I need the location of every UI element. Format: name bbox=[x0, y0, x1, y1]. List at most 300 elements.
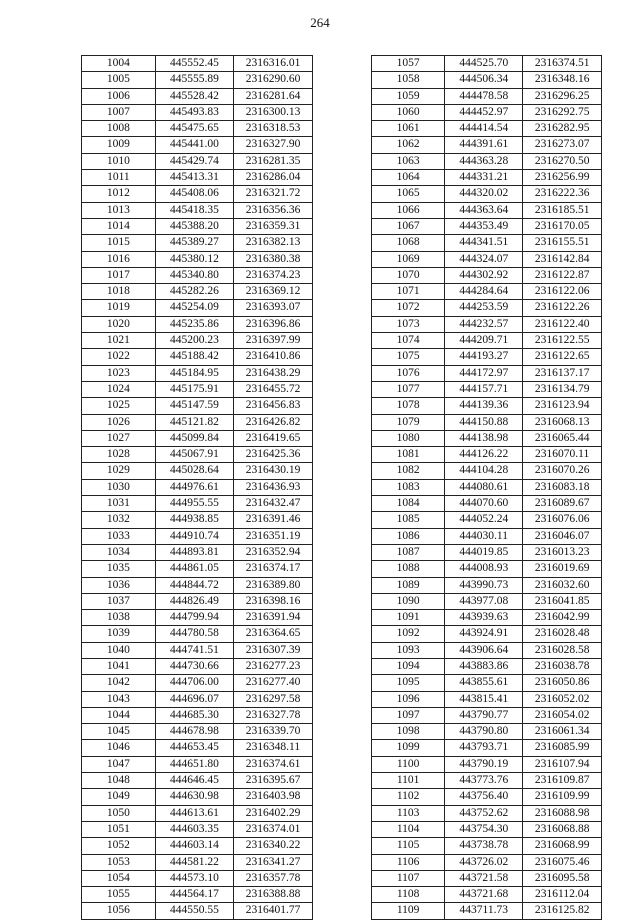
y-coordinate-cell: 2316273.07 bbox=[523, 137, 602, 153]
table-row bbox=[372, 121, 602, 137]
point-number-cell: 1088 bbox=[372, 561, 445, 577]
y-coordinate-cell: 2316122.65 bbox=[523, 349, 602, 365]
table-row bbox=[82, 854, 313, 870]
point-number-cell: 1051 bbox=[82, 821, 156, 837]
point-number-cell: 1099 bbox=[372, 740, 445, 756]
point-number-cell: 1072 bbox=[372, 300, 445, 316]
point-number-cell: 1094 bbox=[372, 658, 445, 674]
y-coordinate-cell: 2316089.67 bbox=[523, 496, 602, 512]
table-row bbox=[82, 870, 313, 886]
table-row bbox=[372, 430, 602, 446]
x-coordinate-cell: 443790.19 bbox=[445, 756, 523, 772]
table-row bbox=[372, 186, 602, 202]
table-row bbox=[372, 805, 602, 821]
x-coordinate-cell: 444550.55 bbox=[155, 903, 233, 919]
y-coordinate-cell: 2316061.34 bbox=[523, 724, 602, 740]
y-coordinate-cell: 2316341.27 bbox=[234, 854, 313, 870]
x-coordinate-cell: 445254.09 bbox=[155, 300, 233, 316]
table-row bbox=[372, 104, 602, 120]
x-coordinate-cell: 443883.86 bbox=[445, 658, 523, 674]
x-coordinate-cell: 444613.61 bbox=[155, 805, 233, 821]
x-coordinate-cell: 444653.45 bbox=[155, 740, 233, 756]
point-number-cell: 1057 bbox=[372, 56, 445, 72]
point-number-cell: 1097 bbox=[372, 707, 445, 723]
x-coordinate-cell: 444955.55 bbox=[155, 496, 233, 512]
x-coordinate-cell: 445388.20 bbox=[155, 218, 233, 234]
table-row bbox=[372, 365, 602, 381]
y-coordinate-cell: 2316112.04 bbox=[523, 887, 602, 903]
table-row bbox=[372, 658, 602, 674]
x-coordinate-cell: 444730.66 bbox=[155, 658, 233, 674]
point-number-cell: 1058 bbox=[372, 72, 445, 88]
point-number-cell: 1109 bbox=[372, 903, 445, 919]
table-row bbox=[372, 316, 602, 332]
point-number-cell: 1061 bbox=[372, 121, 445, 137]
point-number-cell: 1103 bbox=[372, 805, 445, 821]
table-row bbox=[372, 463, 602, 479]
table-row bbox=[82, 887, 313, 903]
point-number-cell: 1059 bbox=[372, 88, 445, 104]
point-number-cell: 1062 bbox=[372, 137, 445, 153]
point-number-cell: 1049 bbox=[82, 789, 156, 805]
y-coordinate-cell: 2316374.01 bbox=[234, 821, 313, 837]
table-row bbox=[372, 349, 602, 365]
x-coordinate-cell: 445200.23 bbox=[155, 333, 233, 349]
x-coordinate-cell: 444080.61 bbox=[445, 479, 523, 495]
y-coordinate-cell: 2316380.38 bbox=[234, 251, 313, 267]
x-coordinate-cell: 444478.58 bbox=[445, 88, 523, 104]
x-coordinate-cell: 445418.35 bbox=[155, 202, 233, 218]
point-number-cell: 1012 bbox=[82, 186, 156, 202]
point-number-cell: 1063 bbox=[372, 153, 445, 169]
y-coordinate-cell: 2316318.53 bbox=[234, 121, 313, 137]
y-coordinate-cell: 2316403.98 bbox=[234, 789, 313, 805]
x-coordinate-cell: 444030.11 bbox=[445, 528, 523, 544]
point-number-cell: 1105 bbox=[372, 838, 445, 854]
y-coordinate-cell: 2316321.72 bbox=[234, 186, 313, 202]
table-row bbox=[82, 284, 313, 300]
x-coordinate-cell: 444603.35 bbox=[155, 821, 233, 837]
table-row bbox=[82, 577, 313, 593]
table-row bbox=[82, 170, 313, 186]
point-number-cell: 1019 bbox=[82, 300, 156, 316]
y-coordinate-cell: 2316134.79 bbox=[523, 381, 602, 397]
point-number-cell: 1046 bbox=[82, 740, 156, 756]
y-coordinate-cell: 2316410.86 bbox=[234, 349, 313, 365]
point-number-cell: 1102 bbox=[372, 789, 445, 805]
x-coordinate-cell: 445408.06 bbox=[155, 186, 233, 202]
point-number-cell: 1083 bbox=[372, 479, 445, 495]
x-coordinate-cell: 444126.22 bbox=[445, 447, 523, 463]
table-row bbox=[372, 887, 602, 903]
x-coordinate-cell: 445389.27 bbox=[155, 235, 233, 251]
x-coordinate-cell: 445121.82 bbox=[155, 414, 233, 430]
point-number-cell: 1086 bbox=[372, 528, 445, 544]
x-coordinate-cell: 444138.98 bbox=[445, 430, 523, 446]
y-coordinate-cell: 2316286.04 bbox=[234, 170, 313, 186]
table-row bbox=[82, 724, 313, 740]
x-coordinate-cell: 443726.02 bbox=[445, 854, 523, 870]
point-number-cell: 1068 bbox=[372, 235, 445, 251]
x-coordinate-cell: 443752.62 bbox=[445, 805, 523, 821]
table-row bbox=[372, 496, 602, 512]
x-coordinate-cell: 444363.64 bbox=[445, 202, 523, 218]
x-coordinate-cell: 445429.74 bbox=[155, 153, 233, 169]
point-number-cell: 1052 bbox=[82, 838, 156, 854]
y-coordinate-cell: 2316359.31 bbox=[234, 218, 313, 234]
x-coordinate-cell: 443773.76 bbox=[445, 773, 523, 789]
point-number-cell: 1039 bbox=[82, 626, 156, 642]
table-row bbox=[372, 218, 602, 234]
x-coordinate-cell: 443793.71 bbox=[445, 740, 523, 756]
x-coordinate-cell: 444938.85 bbox=[155, 512, 233, 528]
table-row bbox=[82, 88, 313, 104]
point-number-cell: 1029 bbox=[82, 463, 156, 479]
table-row bbox=[82, 267, 313, 283]
y-coordinate-cell: 2316352.94 bbox=[234, 544, 313, 560]
point-number-cell: 1081 bbox=[372, 447, 445, 463]
x-coordinate-cell: 444331.21 bbox=[445, 170, 523, 186]
y-coordinate-cell: 2316397.99 bbox=[234, 333, 313, 349]
point-number-cell: 1092 bbox=[372, 626, 445, 642]
point-number-cell: 1021 bbox=[82, 333, 156, 349]
table-row bbox=[82, 610, 313, 626]
x-coordinate-cell: 444302.92 bbox=[445, 267, 523, 283]
y-coordinate-cell: 2316050.86 bbox=[523, 675, 602, 691]
point-number-cell: 1080 bbox=[372, 430, 445, 446]
y-coordinate-cell: 2316052.02 bbox=[523, 691, 602, 707]
table-row bbox=[82, 381, 313, 397]
x-coordinate-cell: 444678.98 bbox=[155, 724, 233, 740]
point-number-cell: 1078 bbox=[372, 398, 445, 414]
x-coordinate-cell: 443754.30 bbox=[445, 821, 523, 837]
y-coordinate-cell: 2316185.51 bbox=[523, 202, 602, 218]
point-number-cell: 1040 bbox=[82, 642, 156, 658]
x-coordinate-cell: 445340.80 bbox=[155, 267, 233, 283]
table-row bbox=[82, 805, 313, 821]
point-number-cell: 1071 bbox=[372, 284, 445, 300]
y-coordinate-cell: 2316054.02 bbox=[523, 707, 602, 723]
y-coordinate-cell: 2316290.60 bbox=[234, 72, 313, 88]
y-coordinate-cell: 2316348.11 bbox=[234, 740, 313, 756]
x-coordinate-cell: 444452.97 bbox=[445, 104, 523, 120]
y-coordinate-cell: 2316028.58 bbox=[523, 642, 602, 658]
table-row bbox=[372, 854, 602, 870]
table-row bbox=[372, 72, 602, 88]
table-row bbox=[372, 789, 602, 805]
table-row bbox=[82, 903, 313, 919]
table-row bbox=[372, 707, 602, 723]
point-number-cell: 1035 bbox=[82, 561, 156, 577]
y-coordinate-cell: 2316028.48 bbox=[523, 626, 602, 642]
table-row bbox=[82, 642, 313, 658]
table-row bbox=[82, 691, 313, 707]
x-coordinate-cell: 444706.00 bbox=[155, 675, 233, 691]
y-coordinate-cell: 2316032.60 bbox=[523, 577, 602, 593]
y-coordinate-cell: 2316095.58 bbox=[523, 870, 602, 886]
y-coordinate-cell: 2316070.11 bbox=[523, 447, 602, 463]
table-row bbox=[82, 398, 313, 414]
y-coordinate-cell: 2316109.99 bbox=[523, 789, 602, 805]
table-row bbox=[372, 56, 602, 72]
point-number-cell: 1091 bbox=[372, 610, 445, 626]
point-number-cell: 1025 bbox=[82, 398, 156, 414]
point-number-cell: 1017 bbox=[82, 267, 156, 283]
table-row bbox=[372, 740, 602, 756]
x-coordinate-cell: 443815.41 bbox=[445, 691, 523, 707]
x-coordinate-cell: 445028.64 bbox=[155, 463, 233, 479]
x-coordinate-cell: 445493.83 bbox=[155, 104, 233, 120]
table-row bbox=[82, 447, 313, 463]
table-row bbox=[82, 561, 313, 577]
y-coordinate-cell: 2316432.47 bbox=[234, 496, 313, 512]
x-coordinate-cell: 444324.07 bbox=[445, 251, 523, 267]
point-number-cell: 1010 bbox=[82, 153, 156, 169]
table-row bbox=[82, 72, 313, 88]
x-coordinate-cell: 444353.49 bbox=[445, 218, 523, 234]
point-number-cell: 1031 bbox=[82, 496, 156, 512]
table-row bbox=[372, 202, 602, 218]
table-row bbox=[82, 740, 313, 756]
x-coordinate-cell: 445380.12 bbox=[155, 251, 233, 267]
y-coordinate-cell: 2316123.94 bbox=[523, 398, 602, 414]
y-coordinate-cell: 2316455.72 bbox=[234, 381, 313, 397]
table-row bbox=[82, 218, 313, 234]
point-number-cell: 1060 bbox=[372, 104, 445, 120]
x-coordinate-cell: 444646.45 bbox=[155, 773, 233, 789]
y-coordinate-cell: 2316281.35 bbox=[234, 153, 313, 169]
point-number-cell: 1033 bbox=[82, 528, 156, 544]
table-row bbox=[82, 349, 313, 365]
point-number-cell: 1050 bbox=[82, 805, 156, 821]
point-number-cell: 1007 bbox=[82, 104, 156, 120]
y-coordinate-cell: 2316357.78 bbox=[234, 870, 313, 886]
y-coordinate-cell: 2316222.36 bbox=[523, 186, 602, 202]
y-coordinate-cell: 2316075.46 bbox=[523, 854, 602, 870]
y-coordinate-cell: 2316297.58 bbox=[234, 691, 313, 707]
table-row bbox=[372, 88, 602, 104]
table-row bbox=[372, 544, 602, 560]
table-row bbox=[82, 300, 313, 316]
y-coordinate-cell: 2316068.13 bbox=[523, 414, 602, 430]
x-coordinate-cell: 444104.28 bbox=[445, 463, 523, 479]
x-coordinate-cell: 444603.14 bbox=[155, 838, 233, 854]
y-coordinate-cell: 2316170.05 bbox=[523, 218, 602, 234]
y-coordinate-cell: 2316155.51 bbox=[523, 235, 602, 251]
x-coordinate-cell: 443939.63 bbox=[445, 610, 523, 626]
y-coordinate-cell: 2316327.78 bbox=[234, 707, 313, 723]
point-number-cell: 1037 bbox=[82, 593, 156, 609]
y-coordinate-cell: 2316122.26 bbox=[523, 300, 602, 316]
point-number-cell: 1011 bbox=[82, 170, 156, 186]
y-coordinate-cell: 2316041.85 bbox=[523, 593, 602, 609]
x-coordinate-cell: 444284.64 bbox=[445, 284, 523, 300]
y-coordinate-cell: 2316388.88 bbox=[234, 887, 313, 903]
point-number-cell: 1074 bbox=[372, 333, 445, 349]
point-number-cell: 1006 bbox=[82, 88, 156, 104]
y-coordinate-cell: 2316374.51 bbox=[523, 56, 602, 72]
table-row bbox=[372, 284, 602, 300]
table-row bbox=[82, 512, 313, 528]
table-row bbox=[82, 626, 313, 642]
table-row bbox=[82, 430, 313, 446]
point-number-cell: 1027 bbox=[82, 430, 156, 446]
y-coordinate-cell: 2316382.13 bbox=[234, 235, 313, 251]
x-coordinate-cell: 444150.88 bbox=[445, 414, 523, 430]
y-coordinate-cell: 2316109.87 bbox=[523, 773, 602, 789]
point-number-cell: 1098 bbox=[372, 724, 445, 740]
y-coordinate-cell: 2316256.99 bbox=[523, 170, 602, 186]
table-row bbox=[372, 838, 602, 854]
x-coordinate-cell: 443721.58 bbox=[445, 870, 523, 886]
y-coordinate-cell: 2316374.23 bbox=[234, 267, 313, 283]
point-number-cell: 1075 bbox=[372, 349, 445, 365]
x-coordinate-cell: 445067.91 bbox=[155, 447, 233, 463]
y-coordinate-cell: 2316351.19 bbox=[234, 528, 313, 544]
table-row bbox=[82, 544, 313, 560]
point-number-cell: 1043 bbox=[82, 691, 156, 707]
point-number-cell: 1004 bbox=[82, 56, 156, 72]
x-coordinate-cell: 443977.08 bbox=[445, 593, 523, 609]
point-number-cell: 1008 bbox=[82, 121, 156, 137]
x-coordinate-cell: 444341.51 bbox=[445, 235, 523, 251]
point-number-cell: 1044 bbox=[82, 707, 156, 723]
y-coordinate-cell: 2316419.65 bbox=[234, 430, 313, 446]
table-row bbox=[82, 316, 313, 332]
point-number-cell: 1053 bbox=[82, 854, 156, 870]
point-number-cell: 1087 bbox=[372, 544, 445, 560]
x-coordinate-cell: 444391.61 bbox=[445, 137, 523, 153]
y-coordinate-cell: 2316402.29 bbox=[234, 805, 313, 821]
table-row bbox=[82, 333, 313, 349]
y-coordinate-cell: 2316456.83 bbox=[234, 398, 313, 414]
table-row bbox=[82, 675, 313, 691]
table-row bbox=[82, 707, 313, 723]
x-coordinate-cell: 444363.28 bbox=[445, 153, 523, 169]
point-number-cell: 1041 bbox=[82, 658, 156, 674]
point-number-cell: 1028 bbox=[82, 447, 156, 463]
x-coordinate-cell: 443721.68 bbox=[445, 887, 523, 903]
point-number-cell: 1023 bbox=[82, 365, 156, 381]
y-coordinate-cell: 2316426.82 bbox=[234, 414, 313, 430]
table-row bbox=[82, 756, 313, 772]
y-coordinate-cell: 2316122.06 bbox=[523, 284, 602, 300]
coordinates-table-right bbox=[371, 55, 602, 920]
y-coordinate-cell: 2316125.82 bbox=[523, 903, 602, 919]
y-coordinate-cell: 2316300.13 bbox=[234, 104, 313, 120]
table-row bbox=[372, 724, 602, 740]
table-row bbox=[82, 479, 313, 495]
table-row bbox=[372, 267, 602, 283]
point-number-cell: 1070 bbox=[372, 267, 445, 283]
point-number-cell: 1108 bbox=[372, 887, 445, 903]
point-number-cell: 1069 bbox=[372, 251, 445, 267]
y-coordinate-cell: 2316364.65 bbox=[234, 626, 313, 642]
x-coordinate-cell: 444844.72 bbox=[155, 577, 233, 593]
table-row bbox=[372, 170, 602, 186]
y-coordinate-cell: 2316292.75 bbox=[523, 104, 602, 120]
table-row bbox=[82, 365, 313, 381]
point-number-cell: 1020 bbox=[82, 316, 156, 332]
x-coordinate-cell: 443738.78 bbox=[445, 838, 523, 854]
y-coordinate-cell: 2316307.39 bbox=[234, 642, 313, 658]
point-number-cell: 1055 bbox=[82, 887, 156, 903]
x-coordinate-cell: 443711.73 bbox=[445, 903, 523, 919]
y-coordinate-cell: 2316038.78 bbox=[523, 658, 602, 674]
y-coordinate-cell: 2316436.93 bbox=[234, 479, 313, 495]
x-coordinate-cell: 444910.74 bbox=[155, 528, 233, 544]
y-coordinate-cell: 2316122.87 bbox=[523, 267, 602, 283]
table-row bbox=[372, 447, 602, 463]
y-coordinate-cell: 2316065.44 bbox=[523, 430, 602, 446]
point-number-cell: 1104 bbox=[372, 821, 445, 837]
point-number-cell: 1047 bbox=[82, 756, 156, 772]
y-coordinate-cell: 2316277.23 bbox=[234, 658, 313, 674]
table-row bbox=[372, 773, 602, 789]
point-number-cell: 1076 bbox=[372, 365, 445, 381]
table-row bbox=[82, 463, 313, 479]
point-number-cell: 1042 bbox=[82, 675, 156, 691]
point-number-cell: 1085 bbox=[372, 512, 445, 528]
x-coordinate-cell: 444685.30 bbox=[155, 707, 233, 723]
x-coordinate-cell: 444052.24 bbox=[445, 512, 523, 528]
y-coordinate-cell: 2316395.67 bbox=[234, 773, 313, 789]
y-coordinate-cell: 2316438.29 bbox=[234, 365, 313, 381]
x-coordinate-cell: 445552.45 bbox=[155, 56, 233, 72]
y-coordinate-cell: 2316068.88 bbox=[523, 821, 602, 837]
point-number-cell: 1034 bbox=[82, 544, 156, 560]
point-number-cell: 1106 bbox=[372, 854, 445, 870]
y-coordinate-cell: 2316277.40 bbox=[234, 675, 313, 691]
point-number-cell: 1005 bbox=[82, 72, 156, 88]
x-coordinate-cell: 444209.71 bbox=[445, 333, 523, 349]
table-row bbox=[82, 593, 313, 609]
x-coordinate-cell: 444893.81 bbox=[155, 544, 233, 560]
point-number-cell: 1038 bbox=[82, 610, 156, 626]
x-coordinate-cell: 444019.85 bbox=[445, 544, 523, 560]
point-number-cell: 1101 bbox=[372, 773, 445, 789]
point-number-cell: 1015 bbox=[82, 235, 156, 251]
point-number-cell: 1096 bbox=[372, 691, 445, 707]
x-coordinate-cell: 444564.17 bbox=[155, 887, 233, 903]
y-coordinate-cell: 2316122.40 bbox=[523, 316, 602, 332]
x-coordinate-cell: 443906.64 bbox=[445, 642, 523, 658]
point-number-cell: 1024 bbox=[82, 381, 156, 397]
table-row bbox=[372, 675, 602, 691]
table-row bbox=[372, 137, 602, 153]
x-coordinate-cell: 445147.59 bbox=[155, 398, 233, 414]
table-row bbox=[372, 153, 602, 169]
y-coordinate-cell: 2316013.23 bbox=[523, 544, 602, 560]
y-coordinate-cell: 2316393.07 bbox=[234, 300, 313, 316]
point-number-cell: 1009 bbox=[82, 137, 156, 153]
table-row bbox=[82, 137, 313, 153]
point-number-cell: 1107 bbox=[372, 870, 445, 886]
x-coordinate-cell: 444696.07 bbox=[155, 691, 233, 707]
table-row bbox=[82, 496, 313, 512]
y-coordinate-cell: 2316142.84 bbox=[523, 251, 602, 267]
table-row bbox=[372, 691, 602, 707]
x-coordinate-cell: 443990.73 bbox=[445, 577, 523, 593]
x-coordinate-cell: 443924.91 bbox=[445, 626, 523, 642]
x-coordinate-cell: 444008.93 bbox=[445, 561, 523, 577]
table-row bbox=[82, 121, 313, 137]
y-coordinate-cell: 2316327.90 bbox=[234, 137, 313, 153]
point-number-cell: 1095 bbox=[372, 675, 445, 691]
y-coordinate-cell: 2316270.50 bbox=[523, 153, 602, 169]
x-coordinate-cell: 444651.80 bbox=[155, 756, 233, 772]
x-coordinate-cell: 445441.00 bbox=[155, 137, 233, 153]
